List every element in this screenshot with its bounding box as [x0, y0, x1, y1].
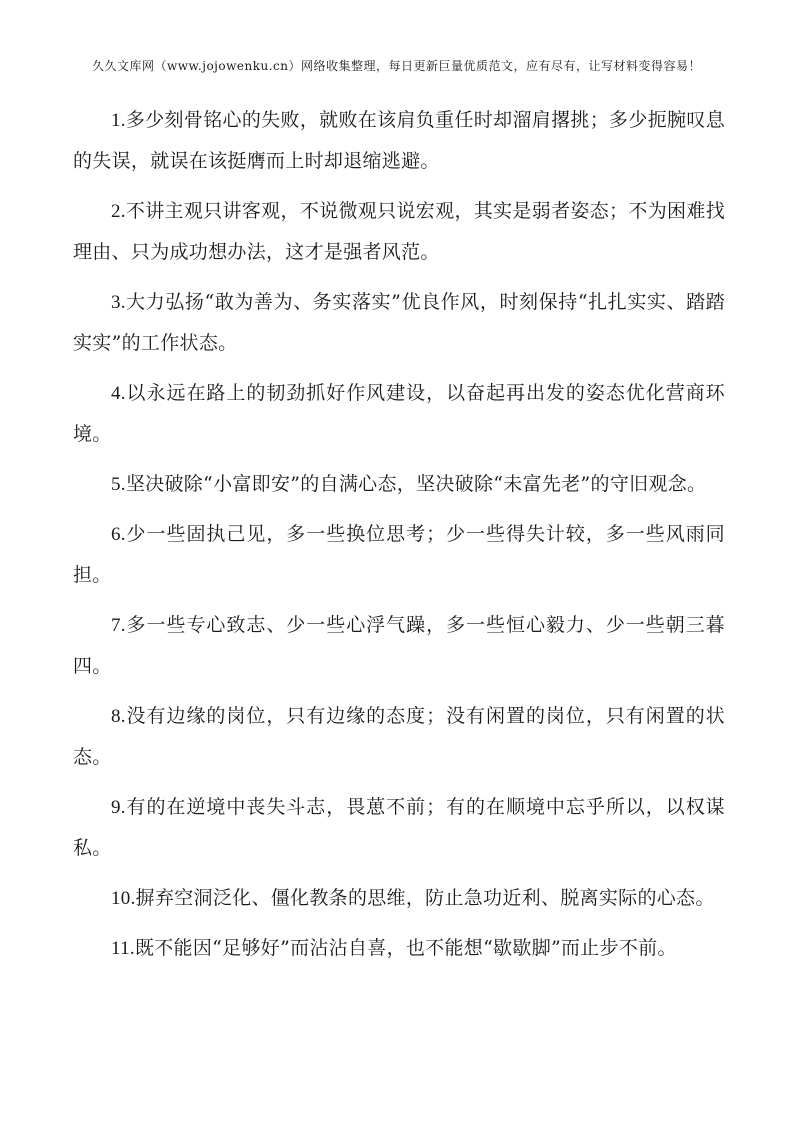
paragraph-text: 坚决破除“小富即安”的自满心态，坚决破除“未富先老”的守旧观念。 [125, 473, 707, 495]
paragraph-text: 多少刻骨铭心的失败，就败在该肩负重任时却溜肩撂挑；多少扼腕叹息的失误，就误在该挺膺而上时却退缩逃避。 [73, 109, 725, 172]
paragraph-4 [73, 373, 725, 455]
paragraph-1 [73, 100, 725, 182]
paragraph-text: 以永远在路上的韧劲抓好作风建设，以奋起再出发的姿态优化营商环境。 [73, 382, 725, 445]
paragraph-number: 5. [111, 474, 126, 495]
paragraph-2 [73, 191, 725, 273]
paragraph-text: 不讲主观只讲客观，不说微观只说宏观，其实是弱者姿态；不为困难找理由、只为成功想办法，这才是强者风范。 [73, 200, 725, 263]
paragraph-number: 1. [111, 110, 126, 131]
paragraph-number: 2. [111, 201, 126, 222]
paragraph-8 [73, 696, 725, 778]
paragraph-text: 摒弃空洞泛化、僵化教条的思维，防止急功近利、脱离实际的心态。 [135, 887, 715, 909]
document-body [73, 100, 725, 978]
paragraph-text: 少一些固执己见，多一些换位思考；少一些得失计较，多一些风雨同担。 [73, 523, 725, 586]
paragraph-7 [73, 605, 725, 687]
paragraph-number: 9. [111, 797, 126, 818]
paragraph-3 [73, 282, 725, 364]
paragraph-number: 11. [111, 938, 135, 959]
paragraph-9 [73, 787, 725, 869]
paragraph-text: 没有边缘的岗位，只有边缘的态度；没有闲置的岗位，只有闲置的状态。 [73, 705, 725, 768]
paragraph-number: 7. [111, 615, 126, 636]
paragraph-text: 既不能因“足够好”而沾沾自喜，也不能想“歇歇脚”而止步不前。 [134, 937, 677, 959]
paragraph-text: 有的在逆境中丧失斗志，畏葸不前；有的在顺境中忘乎所以，以权谋私。 [73, 796, 725, 859]
paragraph-number: 4. [111, 383, 126, 404]
paragraph-text: 多一些专心致志、少一些心浮气躁，多一些恒心毅力、少一些朝三暮四。 [73, 614, 725, 677]
paragraph-10 [73, 878, 725, 919]
paragraph-number: 10. [111, 888, 136, 909]
paragraph-5 [73, 464, 725, 505]
page-header: 久久文库网（www.jojowenku.cn）网络收集整理，每日更新巨量优质范文，应有尽有，让写材料变得容易！ [92, 59, 701, 73]
paragraph-number: 3. [111, 292, 126, 313]
paragraph-number: 8. [111, 706, 126, 727]
paragraph-11 [73, 928, 725, 969]
paragraph-text: 大力弘扬“敢为善为、务实落实”优良作风，时刻保持“扎扎实实、踏踏实实”的工作状态。 [73, 291, 725, 354]
paragraph-number: 6. [111, 524, 126, 545]
paragraph-6 [73, 514, 725, 596]
